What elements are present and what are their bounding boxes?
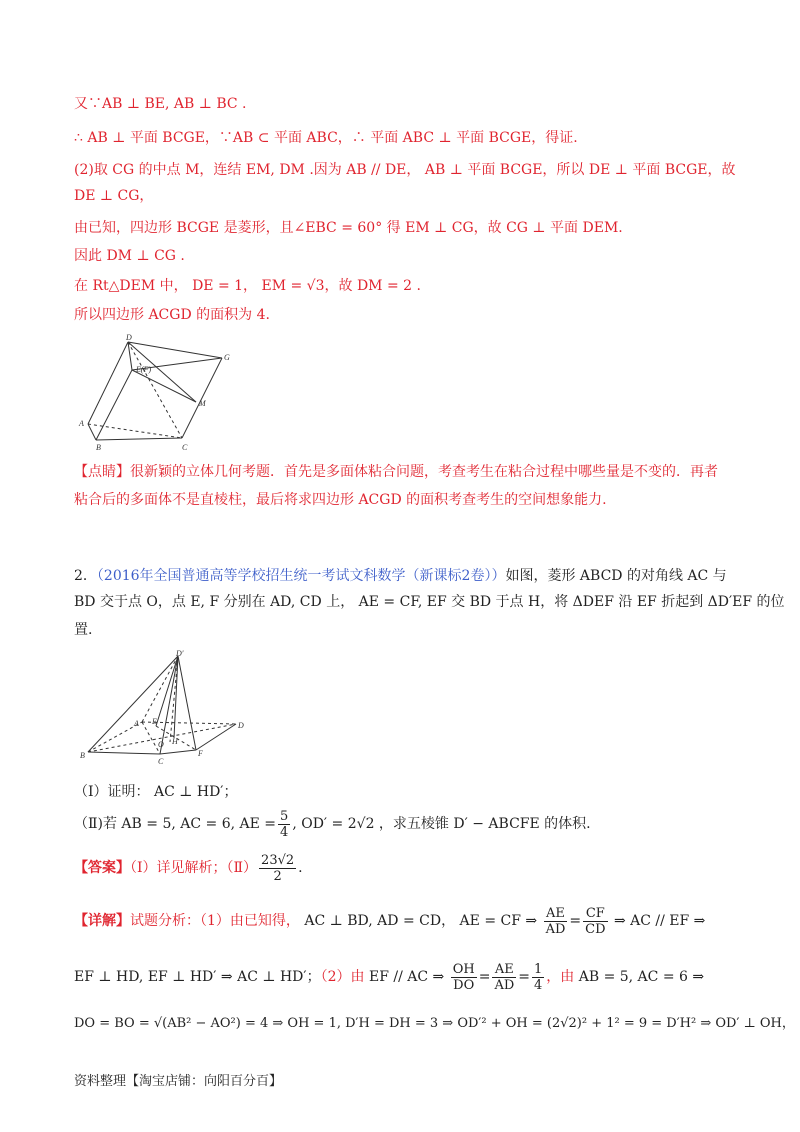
fraction-ae: $\frac{5}{4}$ <box>280 808 289 840</box>
proof-line-4: DE ⊥ CG， <box>74 188 154 204</box>
detail-line-1: 【详解】试题分析：（1）由已知得， AC ⊥ BD, AD = CD， AE = CF ⇒ $\frac{AE}{AD}$ = $\frac{CF}{CD}$ ⇒ AC // EF ⇒ <box>74 905 706 937</box>
part-1: （Ⅰ）证明： AC ⊥ HD′； <box>74 784 238 800</box>
figure-1-geometry <box>74 332 244 457</box>
proof-line-8: 所以四边形 ACGD 的面积为 4. <box>74 307 270 323</box>
question-source: （2016年全国普通高等学校招生统一考试文科数学（新课标2卷）） <box>96 568 506 584</box>
fig1-label-G: G <box>224 353 230 362</box>
fig2-label-E: E <box>152 717 157 726</box>
fig1-label-C: C <box>182 443 188 452</box>
proof-line-5: 由已知，四边形 BCGE 是菱形，且∠EBC = 60° 得 EM ⊥ CG，故 CG ⊥ 平面 DEM. <box>74 220 623 236</box>
footer: 资料整理【淘宝店铺：向阳百分百】 <box>74 1074 283 1089</box>
fig2-label-F: F <box>198 749 203 758</box>
detail-tag: 【详解】 <box>74 913 130 929</box>
part-2: （Ⅱ)若 AB = 5, AC = 6, AE = $\frac{5}{4}$ , OD′ = 2√2 ，求五棱锥 D′ − ABCFE 的体积. <box>74 808 591 840</box>
question-2-line-2: BD 交于点 O，点 E, F 分别在 AD, CD 上， AE = CF, EF 交 BD 于点 H，将 ΔDEF 沿 EF 折起到 ΔD′EF 的位 <box>74 594 785 610</box>
fig2-label-O: O <box>158 740 164 749</box>
detail-line-2: EF ⊥ HD, EF ⊥ HD′ ⇒ AC ⊥ HD′；（2）由 EF // AC ⇒ $\frac{OH}{DO}$ = $\frac{AE}{AD}$ = $\frac{1}{4}$ ，由 AB = 5, AC = 6 ⇒ <box>74 961 705 993</box>
answer-line: 【答案】（Ⅰ）详见解析；（Ⅱ） $\frac{23√2}{2}$ . <box>74 852 303 884</box>
comment-line-2: 粘合后的多面体不是直棱柱，最后将求四边形 ACGD 的面积考查考生的空间想象能力. <box>74 492 607 508</box>
fig2-label-B: B <box>80 751 85 760</box>
answer-fraction: $\frac{23√2}{2}$ <box>261 852 295 884</box>
question-2-line-1 <box>74 566 727 586</box>
figure-2-geometry <box>78 646 258 766</box>
proof-line-3: (2)取 CG 的中点 M，连结 EM, DM .因为 AB // DE， AB ⊥ 平面 BCGE，所以 DE ⊥ 平面 BCGE，故 <box>74 162 736 178</box>
fig2-label-D: D <box>238 721 244 730</box>
question-2-line-3: 置. <box>74 622 93 638</box>
answer-tag: 【答案】 <box>74 860 130 876</box>
fig2-label-H: H <box>172 737 178 746</box>
fig1-label-D: D <box>126 333 132 342</box>
proof-line-6: 因此 DM ⊥ CG . <box>74 248 185 264</box>
fig1-label-M: M <box>199 399 206 408</box>
comment-line-1: 【点睛】很新颖的立体几何考题．首先是多面体粘合问题，考查考生在粘合过程中哪些量是不变的．再者 <box>74 464 718 480</box>
fig2-label-Dprime: D′ <box>176 649 184 658</box>
question-text-1: 如图，菱形 ABCD 的对角线 AC 与 <box>505 568 727 584</box>
proof-line-1: 又∵AB ⊥ BE, AB ⊥ BC . <box>74 96 247 112</box>
fig2-label-C: C <box>158 757 164 766</box>
fig1-label-EF: E(F) <box>136 365 152 374</box>
fig1-label-B: B <box>96 443 101 452</box>
proof-line-2: ∴ AB ⊥ 平面 BCGE，∵AB ⊂ 平面 ABC，∴ 平面 ABC ⊥ 平面 BCGE，得证. <box>74 130 578 146</box>
proof-line-7: 在 Rt△DEM 中， DE = 1， EM = √3，故 DM = 2 . <box>74 278 421 294</box>
fig2-label-A: A <box>134 719 139 728</box>
detail-line-3: DO = BO = √(AB² − AO²) = 4 ⇒ OH = 1, D′H = DH = 3 ⇒ OD′² + OH = (2√2)² + 1² = 9 = D′H² ⇒ OD′ ⊥ OH， <box>74 1016 795 1031</box>
fig1-label-A: A <box>79 419 84 428</box>
question-number: 2． <box>74 568 97 584</box>
